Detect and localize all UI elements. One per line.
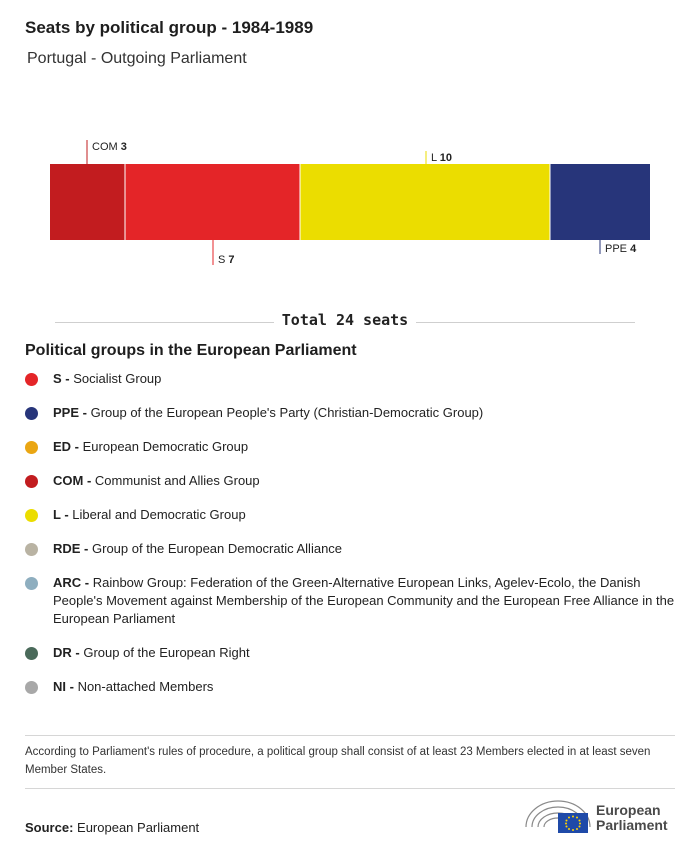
source-text: European Parliament <box>77 820 200 835</box>
legend-abbr: PPE - <box>53 405 91 420</box>
legend-color-dot <box>25 475 38 488</box>
legend-color-dot <box>25 647 38 660</box>
bar-segment-s <box>125 164 300 240</box>
legend-item <box>25 472 680 490</box>
legend-item <box>25 506 680 524</box>
legend-abbr: COM - <box>53 473 95 488</box>
hemicycle-icon <box>524 797 592 837</box>
footnote: According to Parliament's rules of procedure, a political group shall consist of at least 23 Members elected in at least seven Member States. <box>25 746 651 776</box>
legend-text: Group of the European People's Party (Christian-Democratic Group) <box>90 405 484 420</box>
legend-text: Group of the European Democratic Alliance <box>92 541 343 556</box>
legend-text: Liberal and Democratic Group <box>72 507 246 522</box>
legend-color-dot <box>25 509 38 522</box>
legend-item <box>25 644 680 662</box>
data-label-com: COM 3 <box>92 141 127 153</box>
legend-item <box>25 370 680 388</box>
divider <box>25 735 675 736</box>
legend-text: Socialist Group <box>73 371 162 386</box>
data-label-l: L 10 <box>431 152 453 164</box>
logo-text <box>596 803 668 833</box>
legend-text: Rainbow Group: Federation of the Green-Alternative European Links, Agelev-Ecolo, the Danish People's Movement against Membership of the European Community and the European Free Alliance in the European Parliament <box>53 575 675 626</box>
total-label: Total 24 seats <box>274 311 416 329</box>
legend-abbr: NI - <box>53 679 78 694</box>
legend-item <box>25 540 680 558</box>
chart-title: Seats by political group - 1984-1989 <box>25 18 314 37</box>
european-parliament-logo <box>524 797 684 837</box>
legend-abbr: ARC - <box>53 575 93 590</box>
bar-segment-l <box>300 164 550 240</box>
logo-line2: Parliament <box>596 817 668 833</box>
source-label: Source: <box>25 820 74 835</box>
legend-abbr: DR - <box>53 645 84 660</box>
chart-subtitle: Portugal - Outgoing Parliament <box>27 50 247 67</box>
legend-item <box>25 438 680 456</box>
legend-color-dot <box>25 441 38 454</box>
legend-item <box>25 574 680 628</box>
data-label-s: S 7 <box>218 254 235 266</box>
legend-text: Non-attached Members <box>77 679 214 694</box>
legend-color-dot <box>25 681 38 694</box>
legend-color-dot <box>25 543 38 556</box>
legend-abbr: ED - <box>53 439 83 454</box>
source <box>25 820 199 835</box>
legend-abbr: RDE - <box>53 541 92 556</box>
logo-line1: European <box>596 802 661 818</box>
legend-abbr: L - <box>53 507 73 522</box>
legend-item <box>25 404 680 422</box>
legend-item <box>25 678 680 696</box>
divider <box>25 788 675 789</box>
total-seats <box>55 311 635 331</box>
legend-color-dot <box>25 407 38 420</box>
legend-color-dot <box>25 373 38 386</box>
legend-abbr: S - <box>53 371 74 386</box>
legend-text: Communist and Allies Group <box>94 473 260 488</box>
legend <box>25 370 680 712</box>
bar-segment-com <box>50 164 125 240</box>
legend-text: European Democratic Group <box>82 439 249 454</box>
legend-title: Political groups in the European Parliament <box>25 342 357 359</box>
legend-color-dot <box>25 577 38 590</box>
seats-bar-chart <box>0 130 700 280</box>
bar-segment-ppe <box>550 164 650 240</box>
data-label-ppe: PPE 4 <box>605 243 637 255</box>
legend-text: Group of the European Right <box>83 645 250 660</box>
